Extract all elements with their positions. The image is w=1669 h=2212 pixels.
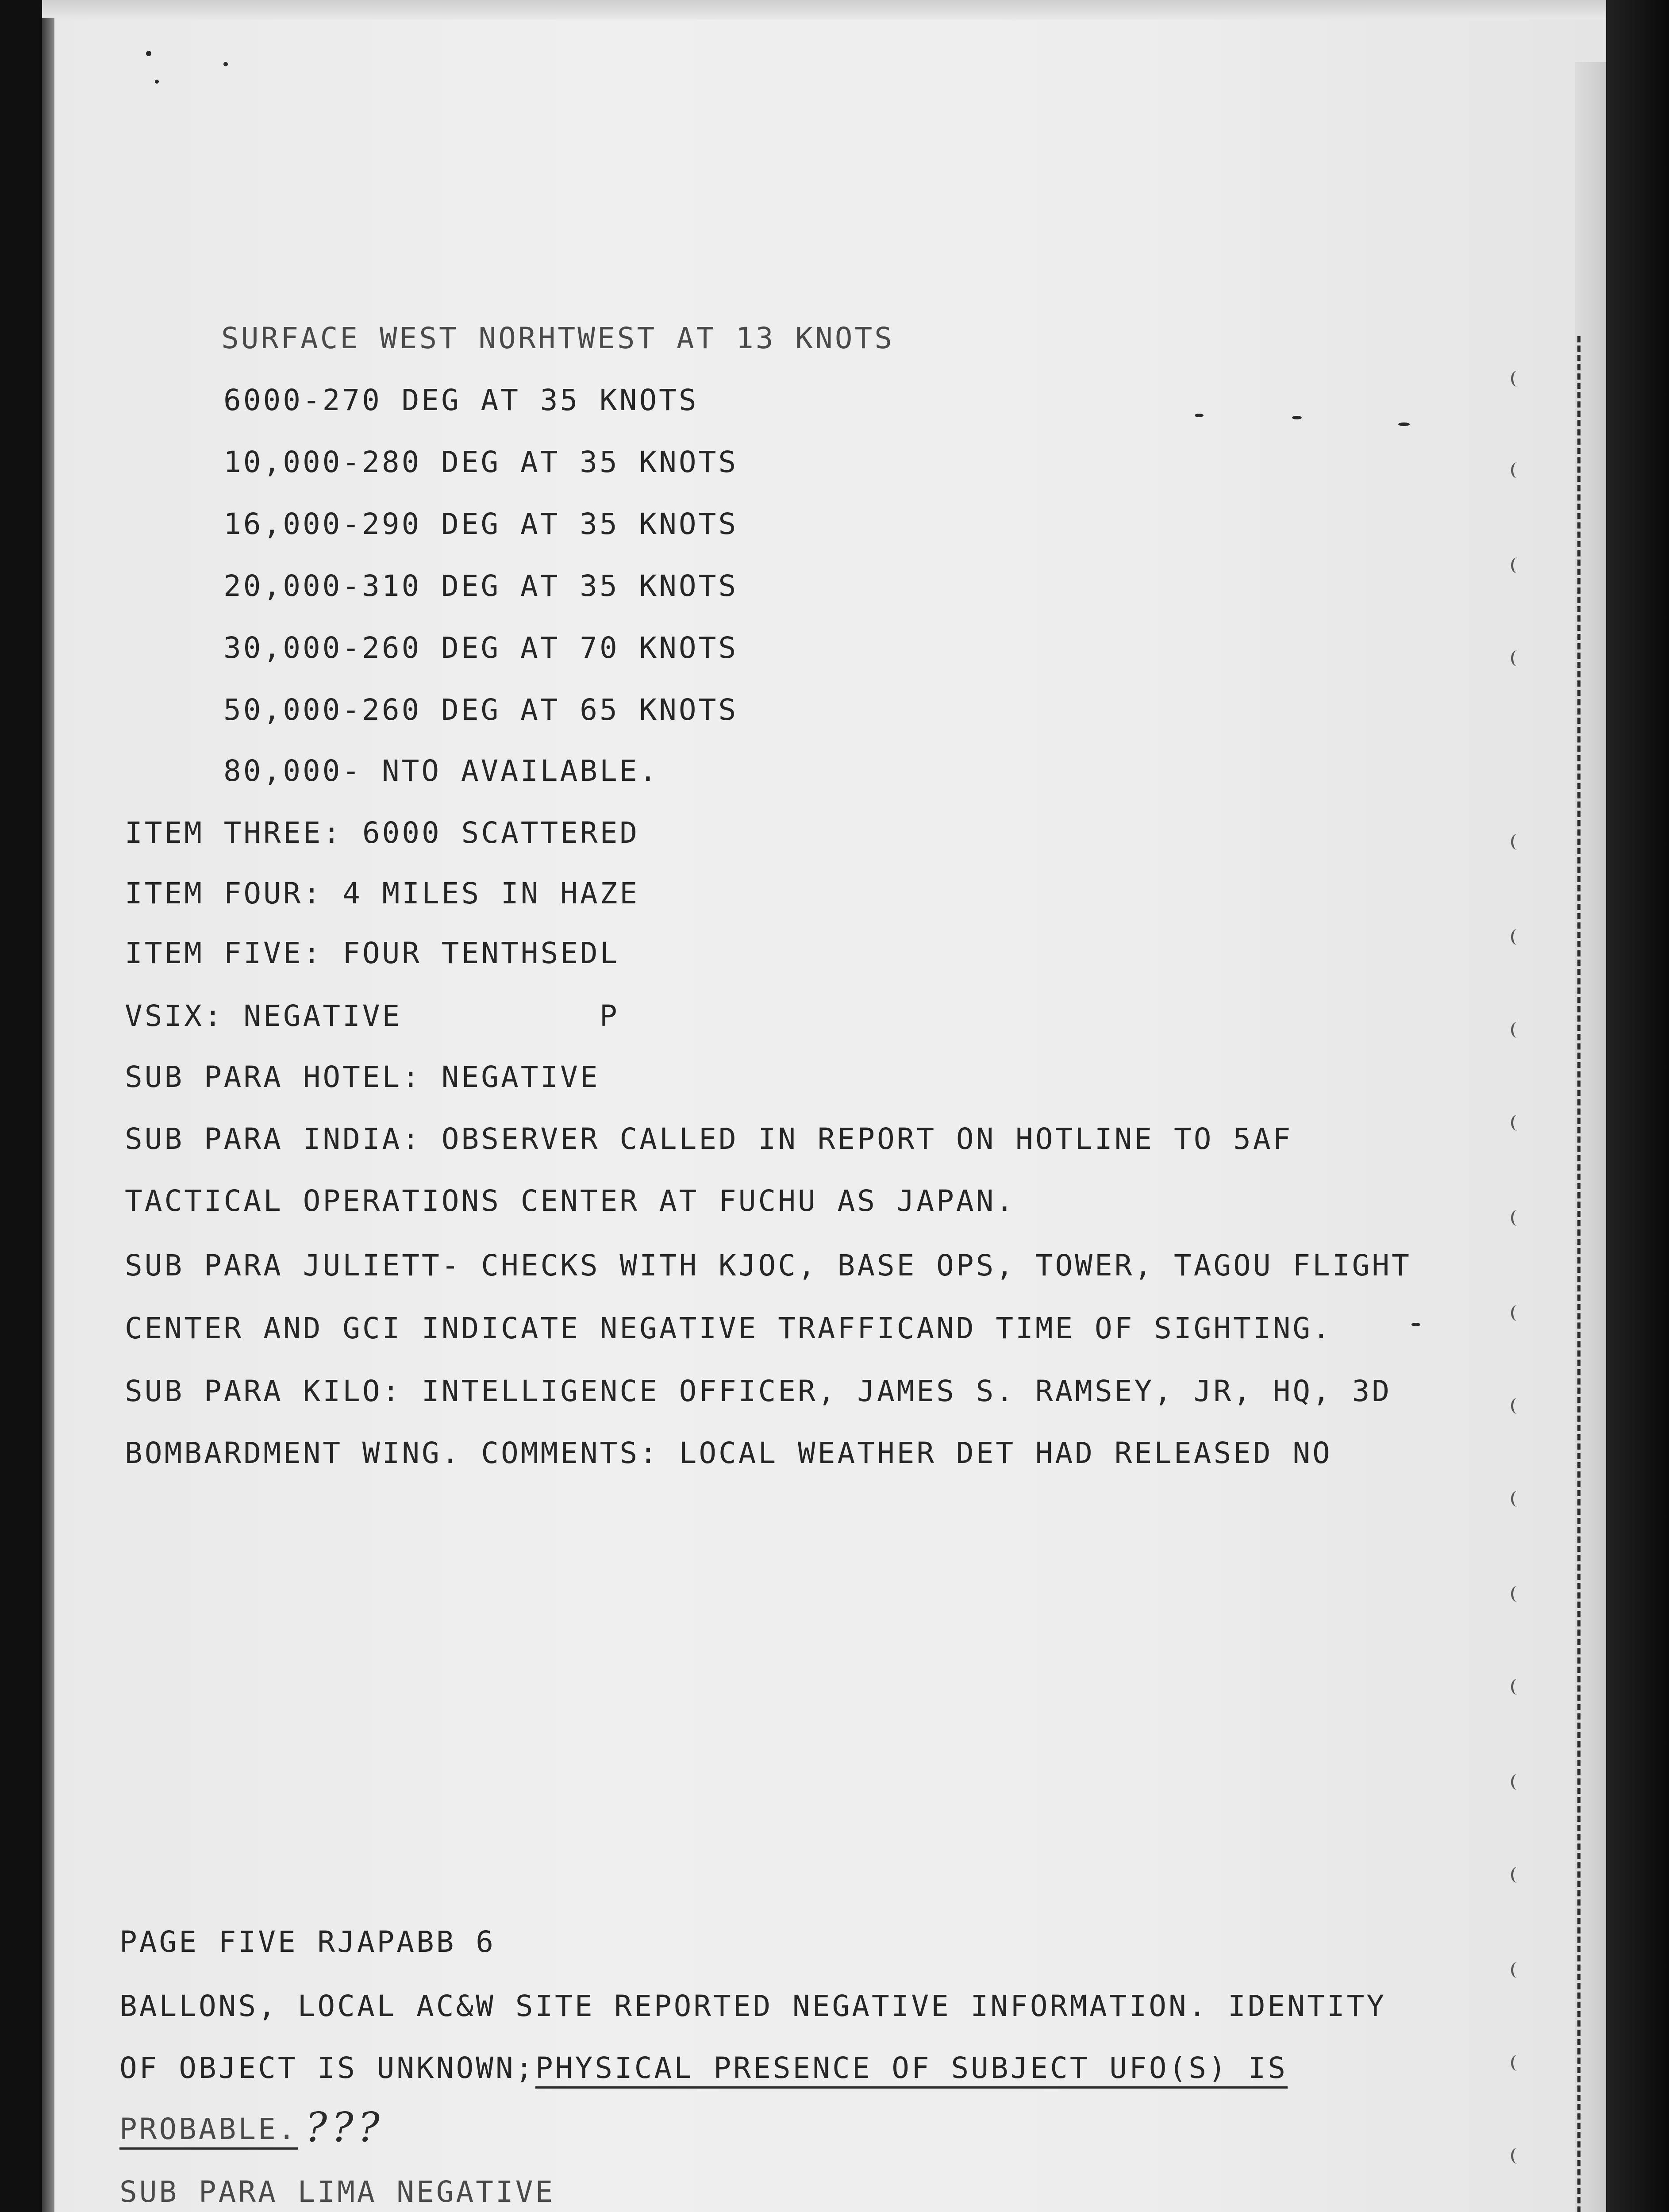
feed-hole-icon (1511, 1867, 1523, 1883)
gci-traffic-line: CENTER AND GCI INDICATE NEGATIVE TRAFFICAND TIME OF SIGHTING. (125, 1311, 1332, 1345)
tactical-ops-line: TACTICAL OPERATIONS CENTER AT FUCHU AS JAPAN. (125, 1184, 1016, 1218)
feed-hole-icon (1511, 1491, 1523, 1507)
sub-para-juliett-line: SUB PARA JULIETT- CHECKS WITH KJOC, BASE OPS, TOWER, TAGOU FLIGHT (125, 1248, 1411, 1283)
physical-presence-underlined: PHYSICAL PRESENCE OF SUBJECT UFO(S) IS (535, 2053, 1288, 2089)
feed-hole-icon (1511, 929, 1523, 945)
sub-para-india-line: SUB PARA INDIA: OBSERVER CALLED IN REPORT ON HOTLINE TO 5AF (125, 1122, 1293, 1156)
feed-hole-icon (1511, 1115, 1523, 1131)
probable-underlined: PROBABLE. (119, 2114, 298, 2150)
wind-80000-line: 80,000- NTO AVAILABLE. (223, 754, 659, 788)
stray-p-mark: P (600, 999, 619, 1033)
wind-6000-line: 6000-270 DEG AT 35 KNOTS (223, 383, 699, 417)
item-three-line: ITEM THREE: 6000 SCATTERED (125, 816, 640, 850)
feed-hole-icon (1511, 1305, 1523, 1321)
wind-50000-line: 50,000-260 DEG AT 65 KNOTS (223, 693, 738, 727)
wind-10000-line: 10,000-280 DEG AT 35 KNOTS (223, 445, 738, 479)
dust-speck (1292, 416, 1302, 419)
right-background (1606, 0, 1669, 2212)
item-four-line: ITEM FOUR: 4 MILES IN HAZE (125, 876, 640, 910)
handwritten-question-marks: ??? (305, 2104, 384, 2151)
dust-speck (1411, 1323, 1420, 1326)
perforation-line (1577, 336, 1581, 2212)
feed-hole-icon (1511, 1679, 1523, 1695)
dust-speck (146, 51, 151, 56)
wind-20000-line: 20,000-310 DEG AT 35 KNOTS (223, 569, 738, 603)
object-unknown-text: OF OBJECT IS UNKNOWN; (119, 2051, 535, 2085)
feed-hole-icon (1511, 462, 1523, 478)
feed-hole-icon (1511, 371, 1523, 387)
wind-16000-line: 16,000-290 DEG AT 35 KNOTS (223, 507, 738, 541)
item-five-line: ITEM FIVE: FOUR TENTHSEDL (125, 936, 620, 970)
feed-hole-icon (1511, 557, 1523, 573)
feed-hole-icon (1511, 1210, 1523, 1226)
dust-speck (155, 80, 159, 84)
dust-speck (223, 62, 228, 66)
feed-hole-icon (1511, 1586, 1523, 1602)
sub-para-hotel-line: SUB PARA HOTEL: NEGATIVE (125, 1060, 600, 1094)
feed-hole-icon (1511, 2148, 1523, 2164)
feed-hole-icon (1511, 2055, 1523, 2071)
dust-speck (1398, 422, 1410, 426)
feed-hole-icon (1511, 1962, 1523, 1978)
bombardment-wing-line: BOMBARDMENT WING. COMMENTS: LOCAL WEATHER DET HAD RELEASED NO (125, 1436, 1332, 1470)
page-five-header: PAGE FIVE RJAPABB 6 (119, 1925, 496, 1959)
feed-hole-icon (1511, 1774, 1523, 1790)
sub-para-lima-line: SUB PARA LIMA NEGATIVE (119, 2175, 555, 2209)
ballons-line: BALLONS, LOCAL AC&W SITE REPORTED NEGATIVE INFORMATION. IDENTITY (119, 1989, 1387, 2023)
feed-hole-icon (1511, 650, 1523, 666)
feed-hole-icon (1511, 1022, 1523, 1038)
wind-30000-line: 30,000-260 DEG AT 70 KNOTS (223, 631, 738, 665)
wind-surface-line: SURFACE WEST NORHTWEST AT 13 KNOTS (221, 321, 895, 355)
dust-speck (1195, 414, 1204, 417)
feed-hole-icon (1511, 834, 1523, 850)
left-page-edge (42, 18, 54, 2212)
top-fold-shadow (42, 0, 1606, 19)
sub-para-kilo-line: SUB PARA KILO: INTELLIGENCE OFFICER, JAMES S. RAMSEY, JR, HQ, 3D (125, 1374, 1392, 1408)
feed-hole-icon (1511, 1398, 1523, 1414)
item-six-line: VSIX: NEGATIVE (125, 999, 402, 1033)
